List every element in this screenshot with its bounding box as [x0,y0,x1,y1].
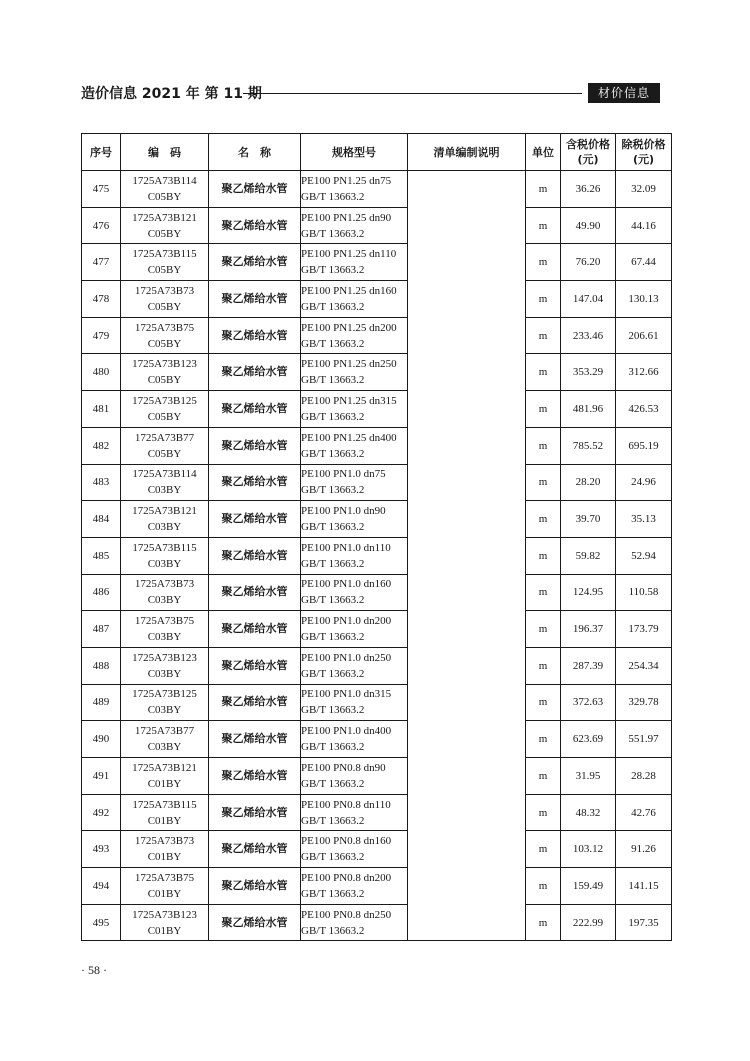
cell-seq: 495 [82,904,121,941]
spec-line-1: PE100 PN1.25 dn160 [301,284,397,297]
spec-line-1: PE100 PN1.0 dn160 [301,578,392,591]
cell-code [121,721,209,758]
table-row [82,611,672,648]
cell-unit: m [526,281,561,318]
spec-line-2: GB/T 13663.2 [301,814,365,827]
code-line-1: 1725A73B115 [132,541,197,554]
code-line-2: C03BY [147,594,182,607]
spec-line-1: PE100 PN1.0 dn75 [301,468,386,481]
spec-line-1: PE100 PN1.25 dn250 [301,358,397,371]
table-row [82,391,672,428]
code-line-1: 1725A73B121 [132,211,197,224]
code-line-1: 1725A73B121 [132,505,197,518]
code-line-1: 1725A73B73 [134,284,195,297]
spec-line-2: GB/T 13663.2 [301,227,365,240]
table-row [82,537,672,574]
code-line-1: 1725A73B73 [134,578,195,591]
cell-name: 聚乙烯给水管 [209,171,301,208]
cell-seq: 480 [82,354,121,391]
code-line-1: 1725A73B114 [132,468,197,481]
cell-seq: 481 [82,391,121,428]
cell-unit: m [526,611,561,648]
cell-seq: 489 [82,684,121,721]
cell-name: 聚乙烯给水管 [209,207,301,244]
table-row [82,721,672,758]
table-row [82,647,672,684]
code-line-1: 1725A73B123 [132,358,197,371]
spec-line-1: PE100 PN0.8 dn90 [301,761,386,774]
cell-name: 聚乙烯给水管 [209,354,301,391]
spec-line-2: GB/T 13663.2 [301,521,365,534]
issue-title: 造价信息 2021 年 第 11 期 [81,86,262,102]
cell-name: 聚乙烯给水管 [209,464,301,501]
spec-line-2: GB/T 13663.2 [301,557,365,570]
cell-seq: 487 [82,611,121,648]
code-line-1: 1725A73B75 [134,321,195,334]
spec-line-1: PE100 PN0.8 dn250 [301,908,392,921]
code-line-2: C01BY [147,777,182,790]
cell-price-with-tax: 159.49 [561,868,616,905]
cell-price-without-tax: 32.09 [616,171,672,208]
spec-line-2: GB/T 13663.2 [301,264,365,277]
cell-price-with-tax: 353.29 [561,354,616,391]
cell-unit: m [526,574,561,611]
cell-spec [301,574,408,611]
cell-name: 聚乙烯给水管 [209,904,301,941]
code-line-2: C05BY [147,190,182,203]
code-line-2: C05BY [147,264,182,277]
spec-line-1: PE100 PN1.25 dn315 [301,394,397,407]
cell-price-without-tax: 44.16 [616,207,672,244]
cell-spec [301,207,408,244]
cell-spec [301,904,408,941]
cell-price-without-tax: 254.34 [616,647,672,684]
spec-line-2: GB/T 13663.2 [301,631,365,644]
code-line-2: C01BY [147,924,182,937]
cell-unit: m [526,354,561,391]
header-rule [243,93,582,94]
cell-unit: m [526,317,561,354]
cell-price-with-tax: 36.26 [561,171,616,208]
cell-price-with-tax: 49.90 [561,207,616,244]
spec-line-1: PE100 PN0.8 dn200 [301,871,392,884]
spec-line-2: GB/T 13663.2 [301,667,365,680]
cell-spec [301,464,408,501]
code-line-2: C03BY [147,484,182,497]
cell-name: 聚乙烯给水管 [209,244,301,281]
spec-line-1: PE100 PN1.25 dn400 [301,431,397,444]
column-header-unit: 单位 [526,134,561,171]
code-line-1: 1725A73B123 [132,651,197,664]
cell-spec [301,611,408,648]
cell-spec [301,281,408,318]
cell-unit: m [526,758,561,795]
cell-price-with-tax: 147.04 [561,281,616,318]
spec-line-1: PE100 PN1.0 dn200 [301,615,392,628]
cell-price-with-tax: 287.39 [561,647,616,684]
cell-seq: 494 [82,868,121,905]
code-line-2: C05BY [147,227,182,240]
code-line-2: C05BY [147,300,182,313]
cell-code [121,391,209,428]
spec-line-2: GB/T 13663.2 [301,741,365,754]
page-number: · 58 · [81,963,107,977]
cell-spec [301,758,408,795]
cell-seq: 479 [82,317,121,354]
cell-name: 聚乙烯给水管 [209,758,301,795]
cell-price-without-tax: 28.28 [616,758,672,795]
cell-spec [301,427,408,464]
spec-line-2: GB/T 13663.2 [301,447,365,460]
cell-unit: m [526,831,561,868]
cell-name: 聚乙烯给水管 [209,721,301,758]
cell-price-with-tax: 233.46 [561,317,616,354]
cell-notes [408,171,526,941]
cell-spec [301,244,408,281]
cell-code [121,794,209,831]
code-line-1: 1725A73B77 [134,431,195,444]
table-row [82,171,672,208]
cell-seq: 484 [82,501,121,538]
cell-seq: 486 [82,574,121,611]
code-line-2: C01BY [147,814,182,827]
table-header-row [82,134,672,171]
code-line-2: C03BY [147,741,182,754]
cell-code [121,647,209,684]
table-row [82,794,672,831]
code-line-1: 1725A73B125 [132,688,197,701]
code-line-2: C03BY [147,704,182,717]
table-row [82,501,672,538]
cell-code [121,281,209,318]
cell-price-without-tax: 206.61 [616,317,672,354]
spec-line-1: PE100 PN1.0 dn400 [301,725,392,738]
table-row [82,281,672,318]
code-line-1: 1725A73B123 [132,908,197,921]
column-header-name: 名 称 [209,134,301,171]
cell-name: 聚乙烯给水管 [209,317,301,354]
cell-unit: m [526,868,561,905]
cell-code [121,574,209,611]
cell-seq: 491 [82,758,121,795]
table-row [82,464,672,501]
cell-price-without-tax: 173.79 [616,611,672,648]
cell-spec [301,721,408,758]
cell-price-with-tax: 48.32 [561,794,616,831]
cell-price-without-tax: 42.76 [616,794,672,831]
cell-code [121,611,209,648]
spec-line-2: GB/T 13663.2 [301,851,365,864]
cell-price-without-tax: 91.26 [616,831,672,868]
cell-unit: m [526,464,561,501]
cell-unit: m [526,501,561,538]
code-line-2: C05BY [147,410,182,423]
spec-line-2: GB/T 13663.2 [301,190,365,203]
code-line-2: C05BY [147,447,182,460]
cell-price-with-tax: 623.69 [561,721,616,758]
spec-line-1: PE100 PN1.25 dn110 [301,248,397,261]
column-header-notes: 清单编制说明 [408,134,526,171]
code-line-2: C03BY [147,667,182,680]
table-row [82,684,672,721]
cell-price-without-tax: 110.58 [616,574,672,611]
column-header-code: 编 码 [121,134,209,171]
cell-price-without-tax: 24.96 [616,464,672,501]
cell-unit: m [526,647,561,684]
code-line-2: C05BY [147,374,182,387]
cell-price-without-tax: 426.53 [616,391,672,428]
cell-name: 聚乙烯给水管 [209,868,301,905]
cell-code [121,758,209,795]
cell-price-without-tax: 35.13 [616,501,672,538]
cell-spec [301,317,408,354]
cell-unit: m [526,244,561,281]
cell-unit: m [526,904,561,941]
cell-price-with-tax: 196.37 [561,611,616,648]
spec-line-2: GB/T 13663.2 [301,374,365,387]
spec-line-2: GB/T 13663.2 [301,594,365,607]
cell-name: 聚乙烯给水管 [209,427,301,464]
cell-code [121,868,209,905]
cell-unit: m [526,207,561,244]
code-line-1: 1725A73B115 [132,248,197,261]
cell-price-with-tax: 222.99 [561,904,616,941]
cell-spec [301,354,408,391]
table-row [82,354,672,391]
cell-price-with-tax: 481.96 [561,391,616,428]
code-line-1: 1725A73B75 [134,615,195,628]
page-header [81,83,660,103]
cell-price-without-tax: 197.35 [616,904,672,941]
cell-code [121,207,209,244]
spec-line-1: PE100 PN1.0 dn90 [301,505,386,518]
cell-code [121,354,209,391]
code-line-1: 1725A73B114 [132,174,197,187]
table-row [82,904,672,941]
cell-unit: m [526,171,561,208]
column-header-spec: 规格型号 [301,134,408,171]
cell-seq: 490 [82,721,121,758]
spec-line-2: GB/T 13663.2 [301,337,365,350]
cell-spec [301,537,408,574]
cell-unit: m [526,427,561,464]
cell-name: 聚乙烯给水管 [209,574,301,611]
cell-spec [301,868,408,905]
spec-line-1: PE100 PN0.8 dn160 [301,835,392,848]
spec-line-2: GB/T 13663.2 [301,410,365,423]
cell-seq: 488 [82,647,121,684]
cell-seq: 485 [82,537,121,574]
cell-spec [301,501,408,538]
cell-price-with-tax: 31.95 [561,758,616,795]
cell-name: 聚乙烯给水管 [209,537,301,574]
cell-name: 聚乙烯给水管 [209,684,301,721]
code-line-2: C05BY [147,337,182,350]
spec-line-2: GB/T 13663.2 [301,777,365,790]
table-row [82,758,672,795]
cell-code [121,537,209,574]
code-line-1: 1725A73B77 [134,725,195,738]
table-row [82,574,672,611]
code-line-2: C03BY [147,521,182,534]
cell-name: 聚乙烯给水管 [209,794,301,831]
code-line-2: C01BY [147,887,182,900]
cell-spec [301,647,408,684]
code-line-1: 1725A73B115 [132,798,197,811]
cell-code [121,317,209,354]
column-header-price-without-tax: 除税价格(元) [616,134,672,171]
spec-line-1: PE100 PN1.25 dn90 [301,211,392,224]
code-line-2: C01BY [147,851,182,864]
cell-price-without-tax: 141.15 [616,868,672,905]
spec-line-1: PE100 PN1.0 dn250 [301,651,392,664]
cell-price-with-tax: 124.95 [561,574,616,611]
cell-name: 聚乙烯给水管 [209,391,301,428]
spec-line-2: GB/T 13663.2 [301,484,365,497]
cell-unit: m [526,684,561,721]
cell-price-without-tax: 52.94 [616,537,672,574]
cell-seq: 478 [82,281,121,318]
section-tag: 材价信息 [588,83,660,103]
cell-code [121,684,209,721]
spec-line-1: PE100 PN0.8 dn110 [301,798,391,811]
cell-price-with-tax: 59.82 [561,537,616,574]
spec-line-1: PE100 PN1.0 dn315 [301,688,392,701]
column-header-seq: 序号 [82,134,121,171]
spec-line-2: GB/T 13663.2 [301,887,365,900]
cell-price-without-tax: 551.97 [616,721,672,758]
spec-line-2: GB/T 13663.2 [301,300,365,313]
cell-code [121,427,209,464]
table-row [82,244,672,281]
cell-spec [301,831,408,868]
cell-price-without-tax: 329.78 [616,684,672,721]
cell-price-with-tax: 76.20 [561,244,616,281]
code-line-1: 1725A73B73 [134,835,195,848]
table-row [82,868,672,905]
cell-unit: m [526,537,561,574]
spec-line-2: GB/T 13663.2 [301,924,365,937]
cell-price-without-tax: 695.19 [616,427,672,464]
cell-price-without-tax: 312.66 [616,354,672,391]
table-body [82,171,672,941]
table-row [82,317,672,354]
cell-price-with-tax: 785.52 [561,427,616,464]
cell-seq: 493 [82,831,121,868]
cell-name: 聚乙烯给水管 [209,611,301,648]
cell-price-with-tax: 39.70 [561,501,616,538]
cell-unit: m [526,721,561,758]
cell-code [121,464,209,501]
cell-price-with-tax: 372.63 [561,684,616,721]
cell-price-without-tax: 130.13 [616,281,672,318]
spec-line-1: PE100 PN1.25 dn200 [301,321,397,334]
table-row [82,831,672,868]
spec-line-1: PE100 PN1.0 dn110 [301,541,391,554]
cell-name: 聚乙烯给水管 [209,501,301,538]
cell-code [121,244,209,281]
cell-seq: 475 [82,171,121,208]
table-row [82,427,672,464]
cell-price-with-tax: 28.20 [561,464,616,501]
cell-seq: 476 [82,207,121,244]
cell-code [121,171,209,208]
price-table [81,133,672,941]
code-line-2: C03BY [147,557,182,570]
cell-seq: 477 [82,244,121,281]
cell-price-with-tax: 103.12 [561,831,616,868]
cell-code [121,904,209,941]
spec-line-1: PE100 PN1.25 dn75 [301,174,392,187]
cell-unit: m [526,391,561,428]
spec-line-2: GB/T 13663.2 [301,704,365,717]
cell-unit: m [526,794,561,831]
cell-spec [301,391,408,428]
table-row [82,207,672,244]
code-line-1: 1725A73B121 [132,761,197,774]
cell-spec [301,171,408,208]
cell-name: 聚乙烯给水管 [209,281,301,318]
cell-spec [301,794,408,831]
cell-code [121,501,209,538]
cell-name: 聚乙烯给水管 [209,831,301,868]
column-header-price-with-tax: 含税价格(元) [561,134,616,171]
cell-seq: 482 [82,427,121,464]
cell-spec [301,684,408,721]
cell-seq: 492 [82,794,121,831]
cell-code [121,831,209,868]
code-line-2: C03BY [147,631,182,644]
cell-seq: 483 [82,464,121,501]
code-line-1: 1725A73B125 [132,394,197,407]
cell-price-without-tax: 67.44 [616,244,672,281]
cell-name: 聚乙烯给水管 [209,647,301,684]
code-line-1: 1725A73B75 [134,871,195,884]
